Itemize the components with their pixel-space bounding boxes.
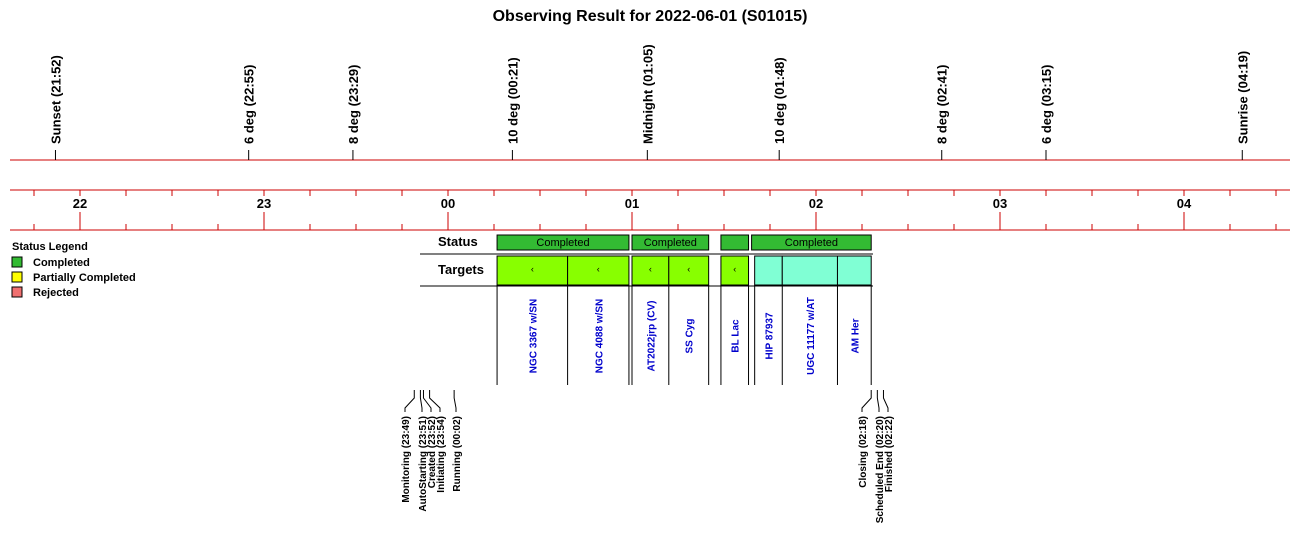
event-label: Monitoring (23:49) <box>401 416 412 503</box>
target-check-icon: ‹ <box>733 264 737 274</box>
legend-swatch <box>12 257 22 267</box>
target-name: NGC 4088 w/SN <box>594 298 606 374</box>
target-name: NGC 3367 w/SN <box>528 298 540 374</box>
status-blocks <box>497 235 871 250</box>
hour-label: 04 <box>1176 196 1192 211</box>
event-label: Closing (02:18) <box>858 416 869 488</box>
hour-label: 01 <box>624 196 640 211</box>
legend-title: Status Legend <box>12 241 88 253</box>
event-label: Initiating (23:54) <box>436 416 447 493</box>
target-check-icon: ‹ <box>530 264 534 274</box>
sky-event-label: Midnight (01:05) <box>640 44 656 144</box>
target-name: HIP 87937 <box>764 312 776 360</box>
event-leader-line <box>877 390 879 412</box>
sky-event-label: 6 deg (22:55) <box>241 64 257 144</box>
event-leader-line <box>454 390 456 412</box>
legend-item-label: Rejected <box>33 287 79 299</box>
status-block-label: Completed <box>784 237 839 249</box>
target-name: UGC 11177 w/AT <box>805 297 817 375</box>
legend-swatch <box>12 287 22 297</box>
sky-event-label: 10 deg (01:48) <box>772 57 788 144</box>
event-label: AutoStarting (23:51) <box>418 416 429 512</box>
target-block <box>755 256 783 285</box>
hour-label: 00 <box>440 196 456 211</box>
event-label: Scheduled End (02:20) <box>875 416 886 524</box>
hour-axis <box>10 190 1290 230</box>
hour-label: 03 <box>992 196 1008 211</box>
event-label: Running (00:02) <box>452 416 463 492</box>
legend-item-label: Completed <box>33 257 90 269</box>
event-leader-line <box>883 390 888 412</box>
status-row-label: Status <box>438 234 478 249</box>
target-blocks <box>497 256 871 385</box>
targets-row-label: Targets <box>438 262 484 277</box>
sky-event-label: 8 deg (02:41) <box>934 64 950 144</box>
target-check-icon: ‹ <box>648 264 652 274</box>
sky-event-axis <box>10 44 1290 160</box>
event-leader-line <box>420 390 422 412</box>
event-leader-line <box>405 390 414 412</box>
event-label: Created (23:52) <box>427 416 438 489</box>
target-name: AM Her <box>850 318 862 354</box>
hour-label: 02 <box>808 196 824 211</box>
status-block <box>721 235 749 250</box>
target-name: BL Lac <box>730 319 742 353</box>
sky-event-label: Sunset (21:52) <box>48 55 64 144</box>
sky-event-label: 6 deg (03:15) <box>1039 64 1054 144</box>
target-block <box>782 256 837 285</box>
status-legend <box>12 241 136 299</box>
event-markers <box>401 390 895 523</box>
sky-event-label: 10 deg (00:21) <box>505 57 521 144</box>
event-label: Finished (02:22) <box>884 416 895 493</box>
target-check-icon: ‹ <box>596 264 600 274</box>
target-block <box>837 256 871 285</box>
legend-swatch <box>12 272 22 282</box>
target-check-icon: ‹ <box>687 264 691 274</box>
chart-title: Observing Result for 2022-06-01 (S01015) <box>492 8 808 25</box>
sky-event-label: Sunrise (04:19) <box>1235 50 1251 144</box>
hour-label: 22 <box>72 196 88 211</box>
status-block-label: Completed <box>536 237 590 249</box>
target-name: SS Cyg <box>684 318 696 354</box>
target-name: AT2022jrp (CV) <box>646 300 658 372</box>
status-block-label: Completed <box>643 237 697 249</box>
sky-event-label: 8 deg (23:29) <box>345 64 361 144</box>
event-leader-line <box>862 390 871 412</box>
hour-label: 23 <box>256 196 272 211</box>
legend-item-label: Partially Completed <box>33 272 136 284</box>
